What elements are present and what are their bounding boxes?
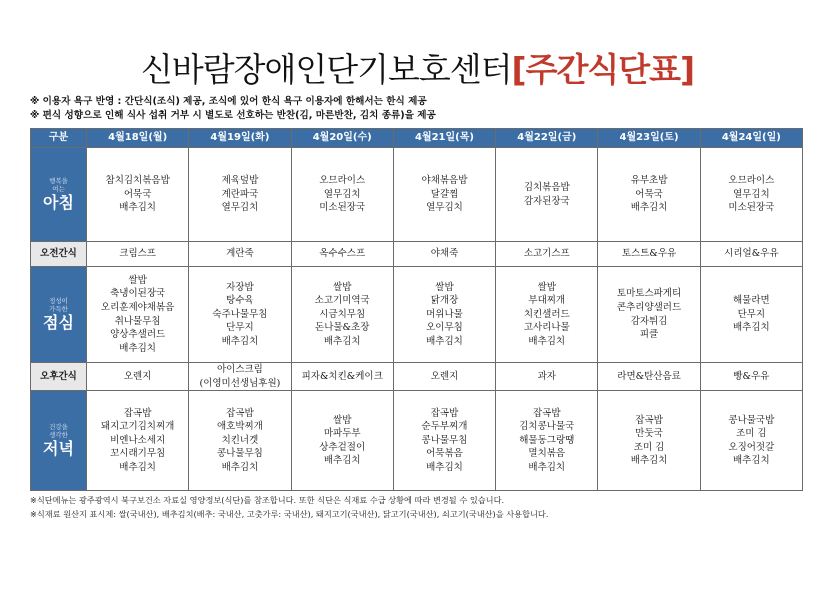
menu-cell: [598, 363, 700, 391]
menu-item: 아이스크림: [216, 364, 263, 375]
menu-item: 열무김치: [732, 188, 770, 200]
menu-item: 해물라면: [732, 295, 770, 307]
menu-item: 라면&탄산음료: [617, 370, 681, 382]
menu-item: 오므라이스: [319, 175, 366, 187]
menu-title: [주간식단표]: [511, 50, 695, 89]
menu-cell: 계란죽: [189, 242, 291, 267]
menu-cell: [598, 267, 700, 363]
menu-item: 치킨샐러드: [523, 308, 570, 320]
menu-item: 토마토스파게티: [616, 288, 682, 300]
menu-item: 머위나물: [426, 308, 463, 320]
menu-item: 과자: [537, 370, 556, 382]
menu-item: 참치김치볶음밥: [105, 175, 170, 187]
menu-item: 미소된장국: [728, 202, 775, 214]
header-day: 4월19일(화): [189, 129, 291, 148]
header-day: 4월21일(목): [393, 129, 495, 148]
menu-item: 배추김치: [630, 455, 668, 467]
lunch-row: [31, 267, 803, 363]
menu-item: 소고기미역국: [314, 295, 370, 307]
menu-item: 비엔나소세지: [110, 434, 166, 446]
menu-item: 어묵국: [123, 188, 152, 200]
lunch-name: 점심: [43, 312, 74, 332]
menu-item: 만둣국: [635, 428, 663, 440]
menu-item: 단무지: [737, 308, 766, 320]
page-title: [0, 44, 835, 91]
menu-cell: [87, 267, 189, 363]
menu-cell: [291, 267, 393, 363]
menu-item: 애호박찌개: [216, 421, 263, 433]
menu-item: 부대찌개: [528, 295, 566, 307]
menu-item: 배추김치: [528, 462, 566, 474]
menu-cell: [496, 391, 598, 491]
menu-cell: 소고기스프: [496, 242, 598, 267]
menu-cell: 야채죽: [393, 242, 495, 267]
menu-cell: [700, 363, 802, 391]
lunch-label: [31, 267, 87, 363]
menu-item: 배추김치: [732, 455, 770, 467]
menu-item: 어묵국: [635, 188, 663, 200]
menu-item: 미소된장국: [319, 202, 366, 214]
menu-item: 오이무침: [426, 322, 463, 334]
menu-item: 쌀밥: [537, 281, 556, 293]
menu-item: 배추김치: [732, 322, 770, 334]
menu-item: 쌀밥: [333, 281, 352, 293]
breakfast-label: [31, 148, 87, 242]
notes: [30, 95, 436, 123]
menu-cell: [291, 148, 393, 242]
menu-item: 돈나물&초장: [315, 322, 370, 334]
menu-item: 취나물무침: [114, 315, 161, 327]
afternoon-snack-row: [31, 363, 803, 391]
menu-item: 꼬시래기무침: [110, 448, 166, 460]
menu-item: 순두부찌개: [421, 421, 468, 433]
header-category: 구분: [31, 129, 87, 148]
menu-item: 오징어젓갈: [728, 441, 775, 453]
menu-item: 쌀밥: [128, 274, 147, 286]
header-row: [31, 129, 803, 148]
menu-item: 감자된장국: [523, 195, 570, 207]
menu-item: 감자튀김: [630, 315, 668, 327]
menu-item: 피자&치킨&케이크: [301, 370, 383, 382]
breakfast-tagline: 행복을: [49, 176, 68, 185]
header-day: 4월22일(금): [496, 129, 598, 148]
menu-item: 콩나물무침: [216, 448, 263, 460]
menu-item: 야채볶음밥: [421, 175, 468, 187]
menu-item: 빵&우유: [733, 370, 770, 382]
menu-item: 배추김치: [119, 462, 156, 474]
menu-item: 콘추리양샐러드: [616, 301, 682, 313]
menu-item: 콩나물무침: [421, 434, 468, 446]
menu-item: 열무김치: [426, 202, 463, 214]
menu-item: 잡곡밥: [533, 407, 561, 419]
menu-cell: [496, 363, 598, 391]
menu-item: 피클: [639, 329, 659, 341]
menu-item: 쌀밥: [435, 281, 454, 293]
header-day: 4월20일(수): [291, 129, 393, 148]
weekly-menu-table: [30, 128, 803, 491]
menu-cell: [496, 148, 598, 242]
menu-item: 조미 김: [736, 428, 767, 440]
header-day: 4월18일(월): [87, 129, 189, 148]
note-line: ※ 편식 성향으로 인해 식사 섭취 거부 시 별도로 선호하는 반찬(김, 마른반찬, 김치 종류)을 제공: [30, 110, 436, 121]
breakfast-row: [31, 148, 803, 242]
lunch-tagline: 가득한: [49, 304, 68, 313]
menu-item: 어묵볶음: [426, 448, 463, 460]
menu-item: 열무김치: [323, 188, 361, 200]
menu-cell: [496, 267, 598, 363]
menu-item: 치킨너겟: [221, 434, 259, 446]
menu-item: 잡곡밥: [635, 414, 663, 426]
menu-cell: 크림스프: [87, 242, 189, 267]
menu-cell: [189, 267, 291, 363]
menu-item: 양상추샐러드: [110, 329, 166, 341]
menu-item: 마파두부: [323, 428, 361, 440]
menu-item: 배추김치: [426, 335, 463, 347]
menu-cell: [393, 267, 495, 363]
menu-item: 김치볶음밥: [523, 181, 570, 193]
menu-item: 오렌지: [430, 370, 459, 382]
menu-item: 김치콩나물국: [519, 421, 575, 433]
menu-cell: [189, 391, 291, 491]
menu-item: 제육덮밥: [221, 175, 259, 187]
menu-item: 배추김치: [528, 335, 566, 347]
menu-item: 배추김치: [630, 202, 668, 214]
center-name: 신바람장애인단기보호센터: [140, 50, 512, 89]
menu-item: 배추김치: [323, 455, 361, 467]
menu-item: 유부초밥: [630, 175, 668, 187]
menu-item: 고사리나물: [523, 322, 570, 334]
menu-item: 콩나물국밥: [728, 414, 775, 426]
menu-item: 배추김치: [426, 462, 463, 474]
menu-item: 달걀찜: [430, 188, 459, 200]
menu-cell: [189, 363, 291, 391]
menu-item: 배추김치: [119, 202, 156, 214]
menu-cell: 옥수수스프: [291, 242, 393, 267]
note-line: ※ 이용자 욕구 반영 : 간단식(조식) 제공, 조식에 있어 한식 욕구 이용자에 한해서는 한식 제공: [30, 96, 427, 107]
menu-item: 조미 김: [633, 441, 665, 453]
menu-cell: [393, 363, 495, 391]
dinner-row: [31, 391, 803, 491]
menu-item: 자장밥: [226, 281, 254, 293]
menu-cell: [393, 148, 495, 242]
menu-item: 배추김치: [323, 335, 361, 347]
menu-item: 숙주나물무침: [212, 308, 268, 320]
menu-item: 닭개장: [430, 295, 459, 307]
menu-item: 탕수육: [226, 295, 254, 307]
menu-cell: [700, 267, 802, 363]
dinner-label: [31, 391, 87, 491]
menu-item: 오리훈제야채볶음: [100, 301, 175, 313]
menu-cell: [393, 391, 495, 491]
menu-item: 단무지: [226, 322, 254, 334]
menu-cell: [87, 391, 189, 491]
breakfast-tagline: 여는: [52, 184, 65, 193]
dinner-tagline: 생각한: [49, 430, 68, 439]
dinner-name: 저녁: [43, 438, 74, 458]
menu-cell: 시리얼&우유: [700, 242, 802, 267]
morning-snack-label: 오전간식: [31, 242, 87, 267]
menu-item: 시금치무침: [319, 308, 366, 320]
menu-item: 해물동그랑땡: [519, 434, 575, 446]
footer-line: ※식단메뉴는 광주광역시 북구보건소 자료실 영양정보(식단)를 참조합니다. 또한 식단은 식재료 수급 상황에 따라 변경될 수 있습니다.: [30, 495, 505, 505]
menu-cell: [189, 148, 291, 242]
menu-item: 쌀밥: [333, 414, 352, 426]
dinner-tagline: 건강을: [49, 422, 68, 431]
breakfast-name: 아침: [43, 192, 74, 212]
menu-item: 배추김치: [221, 462, 259, 474]
menu-cell: [87, 363, 189, 391]
footer-line: ※식재료 원산지 표시제: 쌀(국내산), 배추김치(배추: 국내산, 고춧가루: 국내산), 돼지고기(국내산), 닭고기(국내산), 쇠고기(국내산)을 사용합니다.: [30, 509, 549, 519]
menu-cell: 토스트&우유: [598, 242, 700, 267]
menu-item: 잡곡밥: [226, 407, 254, 419]
morning-snack-row: [31, 242, 803, 267]
menu-item: 멸치볶음: [528, 448, 566, 460]
menu-cell: [291, 363, 393, 391]
menu-cell: [598, 391, 700, 491]
menu-cell: [700, 391, 802, 491]
menu-item: 돼지고기김치찌개: [100, 421, 175, 433]
menu-item: (이영미선생님후원): [199, 377, 281, 389]
menu-item: 축냉이된장국: [110, 288, 166, 300]
menu-item: 계란파국: [221, 188, 259, 200]
lunch-tagline: 정성이: [49, 296, 68, 305]
menu-cell: [700, 148, 802, 242]
menu-item: 잡곡밥: [430, 407, 459, 419]
menu-item: 열무김치: [221, 202, 259, 214]
menu-cell: [87, 148, 189, 242]
menu-cell: [598, 148, 700, 242]
menu-item: 오렌지: [123, 370, 152, 382]
afternoon-snack-label: 오후간식: [31, 363, 87, 391]
menu-item: 배추김치: [221, 335, 259, 347]
menu-item: 상추겉절이: [319, 441, 366, 453]
menu-item: 잡곡밥: [123, 407, 152, 419]
menu-item: 배추김치: [119, 342, 156, 354]
header-day: 4월23일(토): [598, 129, 700, 148]
menu-item: 오므라이스: [728, 175, 775, 187]
footer-notes: [30, 493, 548, 521]
menu-cell: [291, 391, 393, 491]
header-day: 4월24일(일): [700, 129, 802, 148]
